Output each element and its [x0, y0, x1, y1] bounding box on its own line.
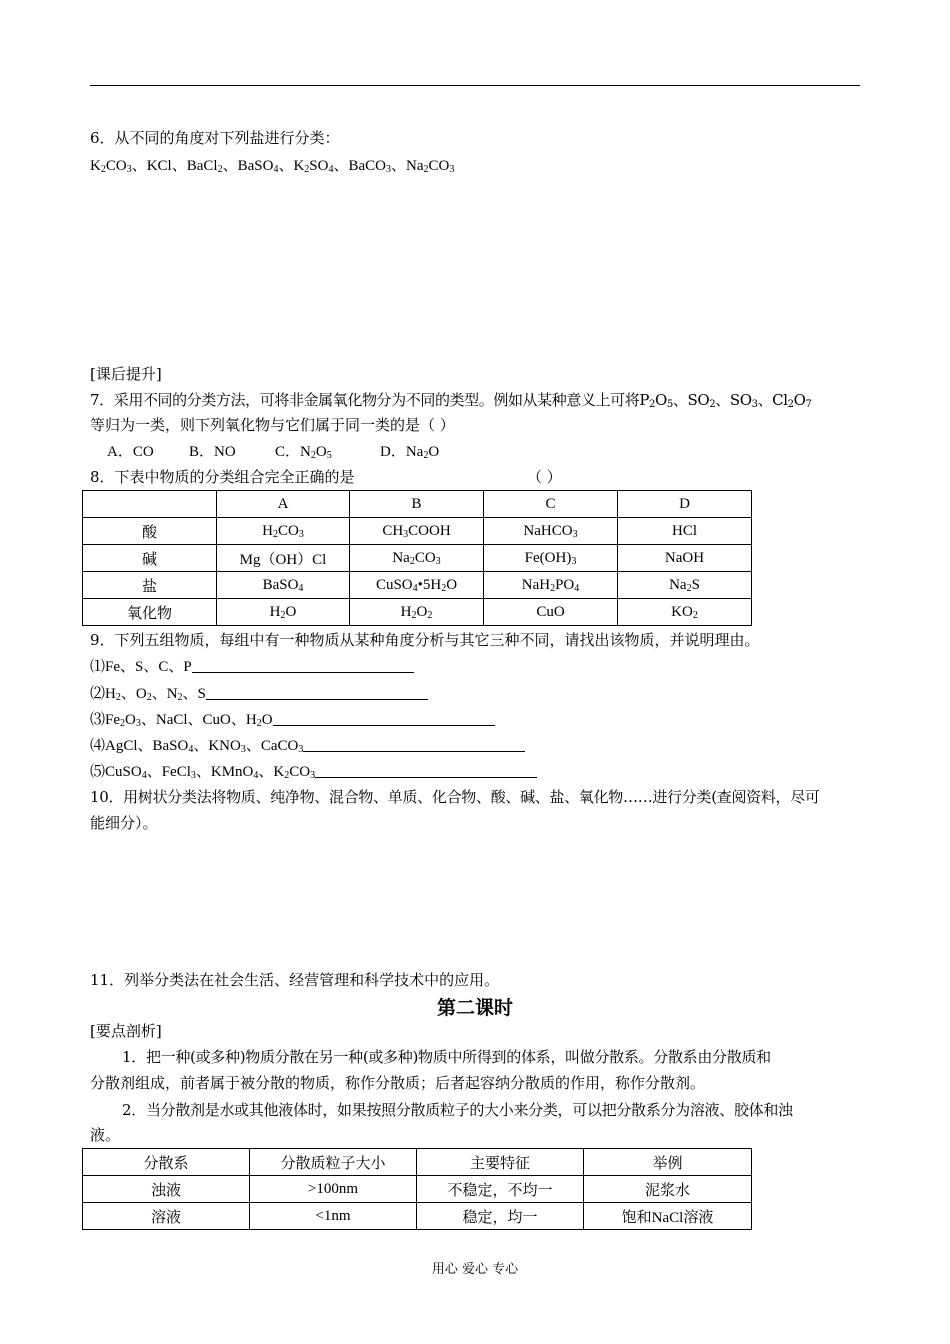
q7-line2: 等归为一类，则下列氧化物与它们属于同一类的是（ ） — [90, 416, 455, 434]
table-cell: $H_2O$ — [217, 599, 350, 626]
q8-answer-paren: （ ） — [527, 468, 562, 486]
column-header: B — [350, 491, 484, 518]
q7-option-d: D．$Na_2O$ — [380, 444, 440, 461]
table-cell: <1nm — [250, 1203, 417, 1230]
table-cell: 不稳定，不均一 — [417, 1176, 584, 1203]
table-cell: 饱和NaCl溶液 — [584, 1203, 752, 1230]
q10-line2: 能细分）。 — [90, 814, 158, 832]
table-cell: $Fe(OH)_3$ — [484, 545, 618, 572]
q7-option-a: A．CO — [107, 444, 154, 460]
table-header-row — [83, 1149, 752, 1176]
lesson2-title: 第二课时 — [436, 997, 513, 1019]
salt-formula: $K_2CO_3$ — [90, 158, 132, 175]
column-header: D — [618, 491, 752, 518]
q11-text: 11．列举分类法在社会生活、经营管理和科学技术中的应用。 — [90, 971, 500, 989]
q7-line1: 7．采用不同的分类方法，可将非金属氧化物分为不同的类型。例如从某种意义上可将$P_2O_5$、$SO_2$、$SO_3$、$Cl_2O_7$ — [90, 391, 812, 410]
q9-item-4-text: ⑷AgCl、BaSO$_4$、$KNO_3$、CaCO$_3$ — [90, 738, 304, 755]
table-cell: $CuSO_4•5H_2O$ — [350, 572, 484, 599]
table-row — [83, 1176, 752, 1203]
table-cell: $H_2CO_3$ — [217, 518, 350, 545]
table-cell: 稳定，均一 — [417, 1203, 584, 1230]
answer-blank[interactable] — [206, 685, 428, 700]
q10-line1: 10．用树状分类法将物质、纯净物、混合物、单质、化合物、酸、碱、盐、氧化物……进行分类(查阅资料，尽可 — [90, 788, 820, 806]
q8-stem: 8．下表中物质的分类组合完全正确的是 — [90, 468, 355, 486]
q7-options — [107, 441, 439, 463]
q6-salts: $K_2CO_3$、KCl、BaCl$_2$、BaSO$_4$、$K_2SO_4$、BaCO$_3$、$Na_2CO_3$ — [90, 158, 455, 175]
column-header: 主要特征 — [417, 1149, 584, 1176]
table-cell: $CH_3COOH$ — [350, 518, 484, 545]
column-header: 分散系 — [83, 1149, 250, 1176]
q7-option-b: B．NO — [189, 444, 236, 460]
q6-stem: 6．从不同的角度对下列盐进行分类： — [90, 129, 340, 147]
q7-option-c: C．$N_2O_5$ — [275, 444, 332, 461]
table-row — [83, 518, 752, 545]
column-header: A — [217, 491, 350, 518]
q9-item-4 — [90, 735, 525, 757]
table-header-row — [83, 491, 752, 518]
answer-blank[interactable] — [192, 658, 414, 673]
q9-item-3-text: $⑶Fe_2O_3$、NaCl、CuO、$H_2O$ — [90, 712, 273, 729]
q9-stem: 9．下列五组物质，每组中有一种物质从某种角度分析与其它三种不同，请找出该物质，并说明理由。 — [90, 631, 760, 649]
table-cell: 溶液 — [83, 1203, 250, 1230]
page-footer: 用心 爱心 专心 — [431, 1262, 519, 1277]
p1-line1: 1．把一种(或多种)物质分散在另一种(或多种)物质中所得到的体系，叫做分散系。分散系由分散质和 — [122, 1048, 771, 1066]
table-cell: 氧化物 — [83, 599, 217, 626]
table-cell: BaSO$_4$ — [217, 572, 350, 599]
salt-formula: $K_2SO_4$ — [293, 158, 334, 175]
salt-formula: BaCO$_3$ — [348, 158, 391, 175]
q9-item-2-text: $⑵H_2$、$O_2$、$N_2$、S — [90, 686, 206, 703]
column-header: C — [484, 491, 618, 518]
table-cell: $Na_2S$ — [618, 572, 752, 599]
table-cell: $H_2O_2$ — [350, 599, 484, 626]
salt-formula: KCl — [146, 158, 172, 174]
table-cell: HCl — [618, 518, 752, 545]
salt-formula: BaCl$_2$ — [186, 158, 223, 175]
q9-item-2 — [90, 683, 428, 705]
table-cell: CuO — [484, 599, 618, 626]
table-cell: $NaH_2PO_4$ — [484, 572, 618, 599]
table-cell: $KO_2$ — [618, 599, 752, 626]
table-cell: NaHCO$_3$ — [484, 518, 618, 545]
header-rule — [90, 85, 860, 86]
table-cell: 酸 — [83, 518, 217, 545]
after-class-heading: [课后提升] — [90, 365, 162, 383]
table-cell: $Na_2CO_3$ — [350, 545, 484, 572]
salt-formula: $Na_2CO_3$ — [406, 158, 455, 175]
dispersion-table — [82, 1148, 752, 1230]
table-cell: 浊液 — [83, 1176, 250, 1203]
q9-item-1-text: ⑴Fe、S、C、P — [90, 659, 192, 675]
q9-item-1 — [90, 656, 414, 678]
answer-blank[interactable] — [273, 711, 495, 726]
table-row — [83, 599, 752, 626]
salt-formula: BaSO$_4$ — [237, 158, 279, 175]
table-row — [83, 572, 752, 599]
q9-item-3 — [90, 709, 495, 731]
key-points-heading: [要点剖析] — [90, 1022, 162, 1040]
table-row — [83, 1203, 752, 1230]
classification-table — [82, 490, 752, 626]
column-header: 分散质粒子大小 — [250, 1149, 417, 1176]
p1-line2: 分散剂组成，前者属于被分散的物质，称作分散质；后者起容纳分散质的作用，称作分散剂。 — [90, 1074, 706, 1092]
q9-item-5-text: ⑸CuSO$_4$、FeCl$_3$、KMnO$_4$、$K_2CO_3$ — [90, 764, 316, 781]
column-header: 举例 — [584, 1149, 752, 1176]
answer-blank[interactable] — [315, 763, 537, 778]
p2-line2: 液。 — [90, 1126, 121, 1144]
table-cell: >100nm — [250, 1176, 417, 1203]
q9-item-5 — [90, 761, 537, 783]
table-cell: 泥浆水 — [584, 1176, 752, 1203]
table-row — [83, 545, 752, 572]
table-cell: 碱 — [83, 545, 217, 572]
answer-blank[interactable] — [303, 737, 525, 752]
table-cell: 盐 — [83, 572, 217, 599]
p2-line1: 2．当分散剂是水或其他液体时，如果按照分散质粒子的大小来分类，可以把分散系分为溶液、胶体和浊 — [122, 1101, 793, 1119]
column-header — [83, 491, 217, 518]
table-cell: Mg（OH）Cl — [217, 545, 350, 572]
table-cell: NaOH — [618, 545, 752, 572]
